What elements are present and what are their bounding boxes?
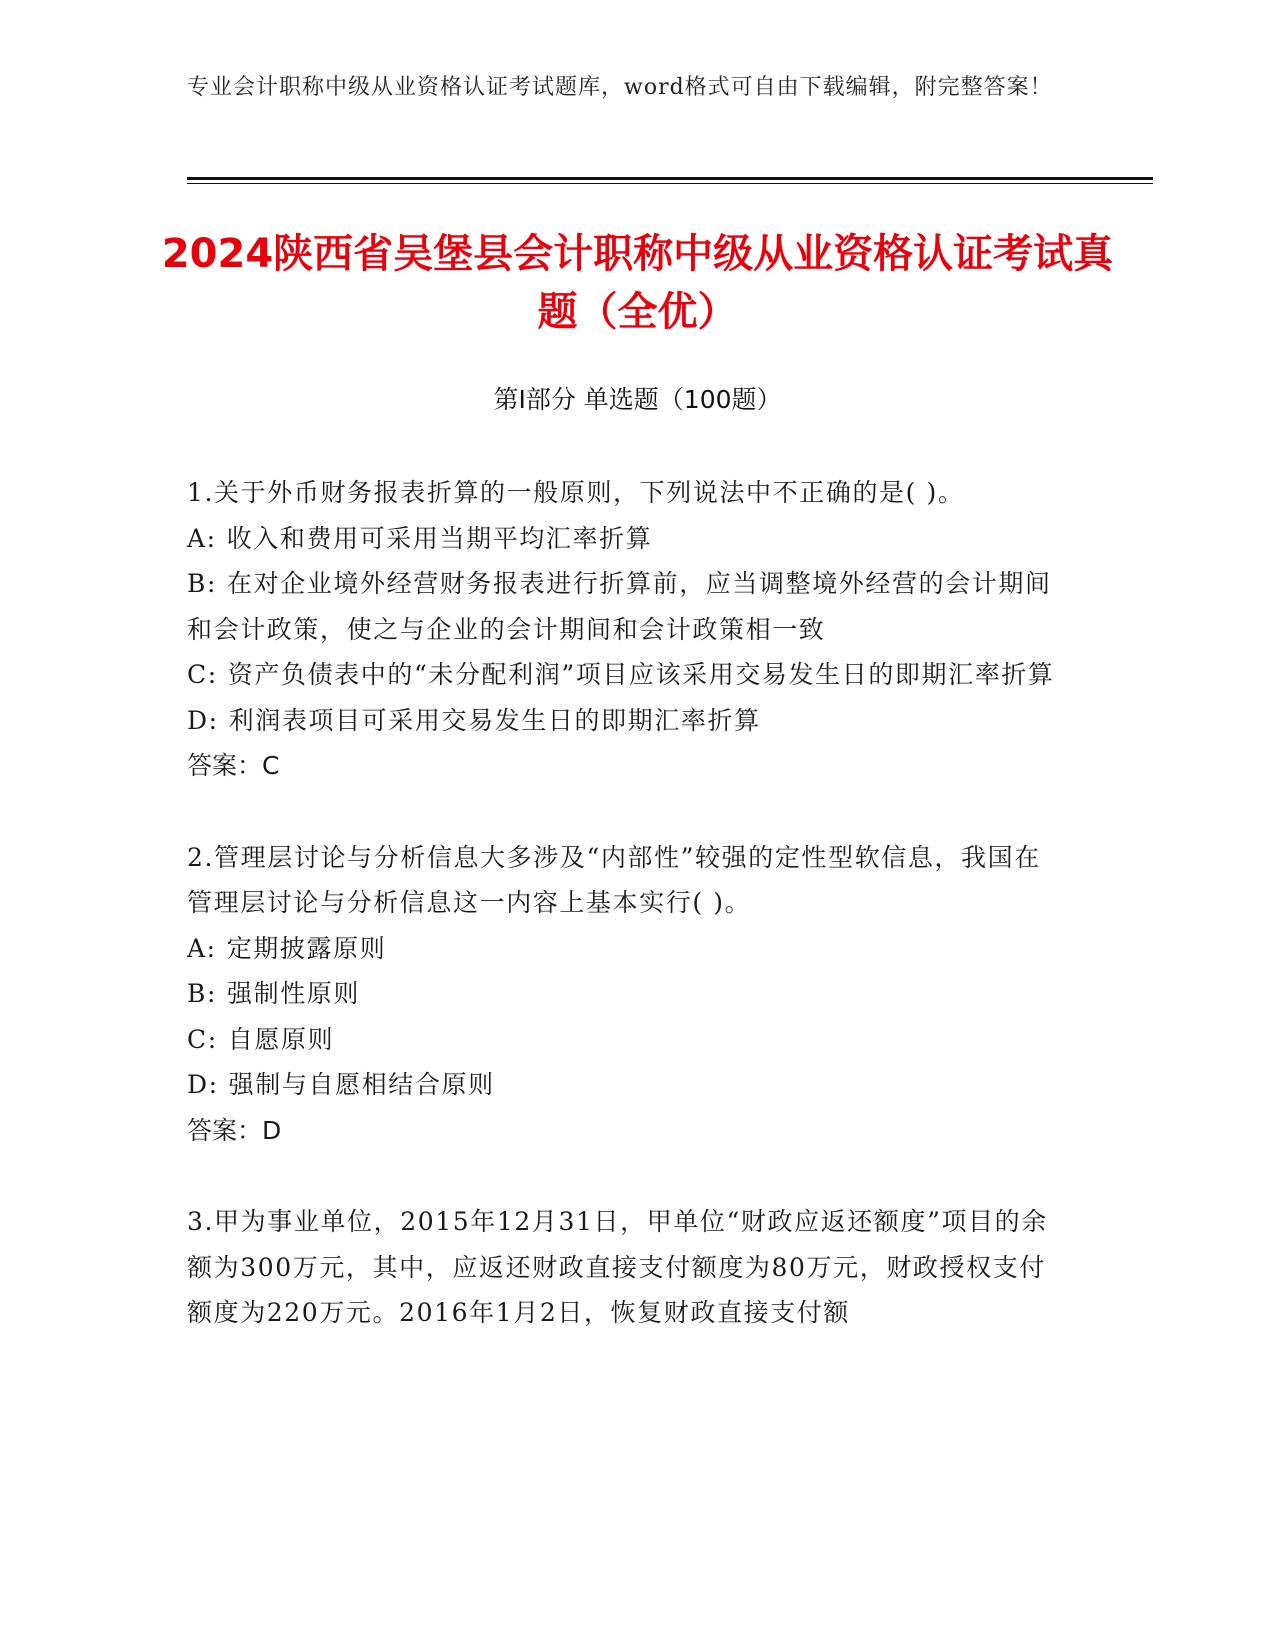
option-key: A:	[187, 933, 217, 963]
option-text: 自愿原则	[227, 1024, 335, 1054]
option-text: 在对企业境外经营财务报表进行折算前，应当调整境外经营的会计期间和会计政策，使之与企业的会计期间和会计政策相一致	[187, 569, 1052, 644]
option-key: C:	[187, 660, 218, 689]
question-text: 3.甲为事业单位，2015年12月31日，甲单位“财政应返还额度”项目的余额为300万元，其中，应返还财政直接支付额度为80万元，财政授权支付额度为220万元。2016年1月2日，恢复财政直接支付额	[187, 1207, 1048, 1327]
option-c	[187, 1017, 1067, 1063]
option-text: 收入和费用可采用当期平均汇率折算	[226, 523, 653, 553]
option-d	[187, 1062, 1067, 1108]
option-c	[187, 652, 1067, 698]
question-text: 2.管理层讨论与分析信息大多涉及“内部性”较强的定性型软信息，我国在管理层讨论与分析信息这一内容上基本实行( )。	[187, 842, 1041, 917]
option-d	[187, 698, 1067, 744]
option-b	[187, 971, 1067, 1017]
question-1	[187, 470, 1067, 789]
option-key: D:	[187, 1070, 219, 1099]
option-text: 强制性原则	[227, 979, 361, 1008]
section-title: 第Ⅰ部分 单选题（100题）	[493, 385, 782, 414]
answer: 答案：D	[187, 1115, 282, 1145]
answer: 答案：C	[187, 751, 280, 780]
document-title: 2024陕西省吴堡县会计职称中级从业资格认证考试真题（全优）	[161, 231, 1114, 335]
option-a	[187, 926, 1067, 972]
option-text: 定期披露原则	[226, 933, 387, 963]
header-note: 专业会计职称中级从业资格认证考试题库，word格式可自由下载编辑，附完整答案！	[187, 75, 1053, 100]
option-text: 利润表项目可采用交易发生日的即期汇率折算	[228, 705, 761, 735]
option-a	[187, 516, 1067, 562]
option-text: 资产负债表中的“未分配利润”项目应该采用交易发生日的即期汇率折算	[227, 660, 1055, 689]
option-key: B:	[187, 979, 217, 1008]
question-3	[187, 1199, 1067, 1336]
question-2	[187, 835, 1067, 1154]
option-text: 强制与自愿相结合原则	[228, 1070, 495, 1099]
option-key: C:	[187, 1024, 218, 1054]
question-list	[187, 470, 1067, 1382]
question-text: 1.关于外币财务报表折算的一般原则，下列说法中不正确的是( )。	[187, 478, 965, 507]
header-rule-thick	[187, 177, 1153, 180]
option-key: D:	[187, 705, 219, 735]
option-key: A:	[187, 523, 217, 553]
header-rule-thin	[187, 183, 1153, 184]
option-b	[187, 561, 1067, 652]
option-key: B:	[187, 569, 217, 598]
